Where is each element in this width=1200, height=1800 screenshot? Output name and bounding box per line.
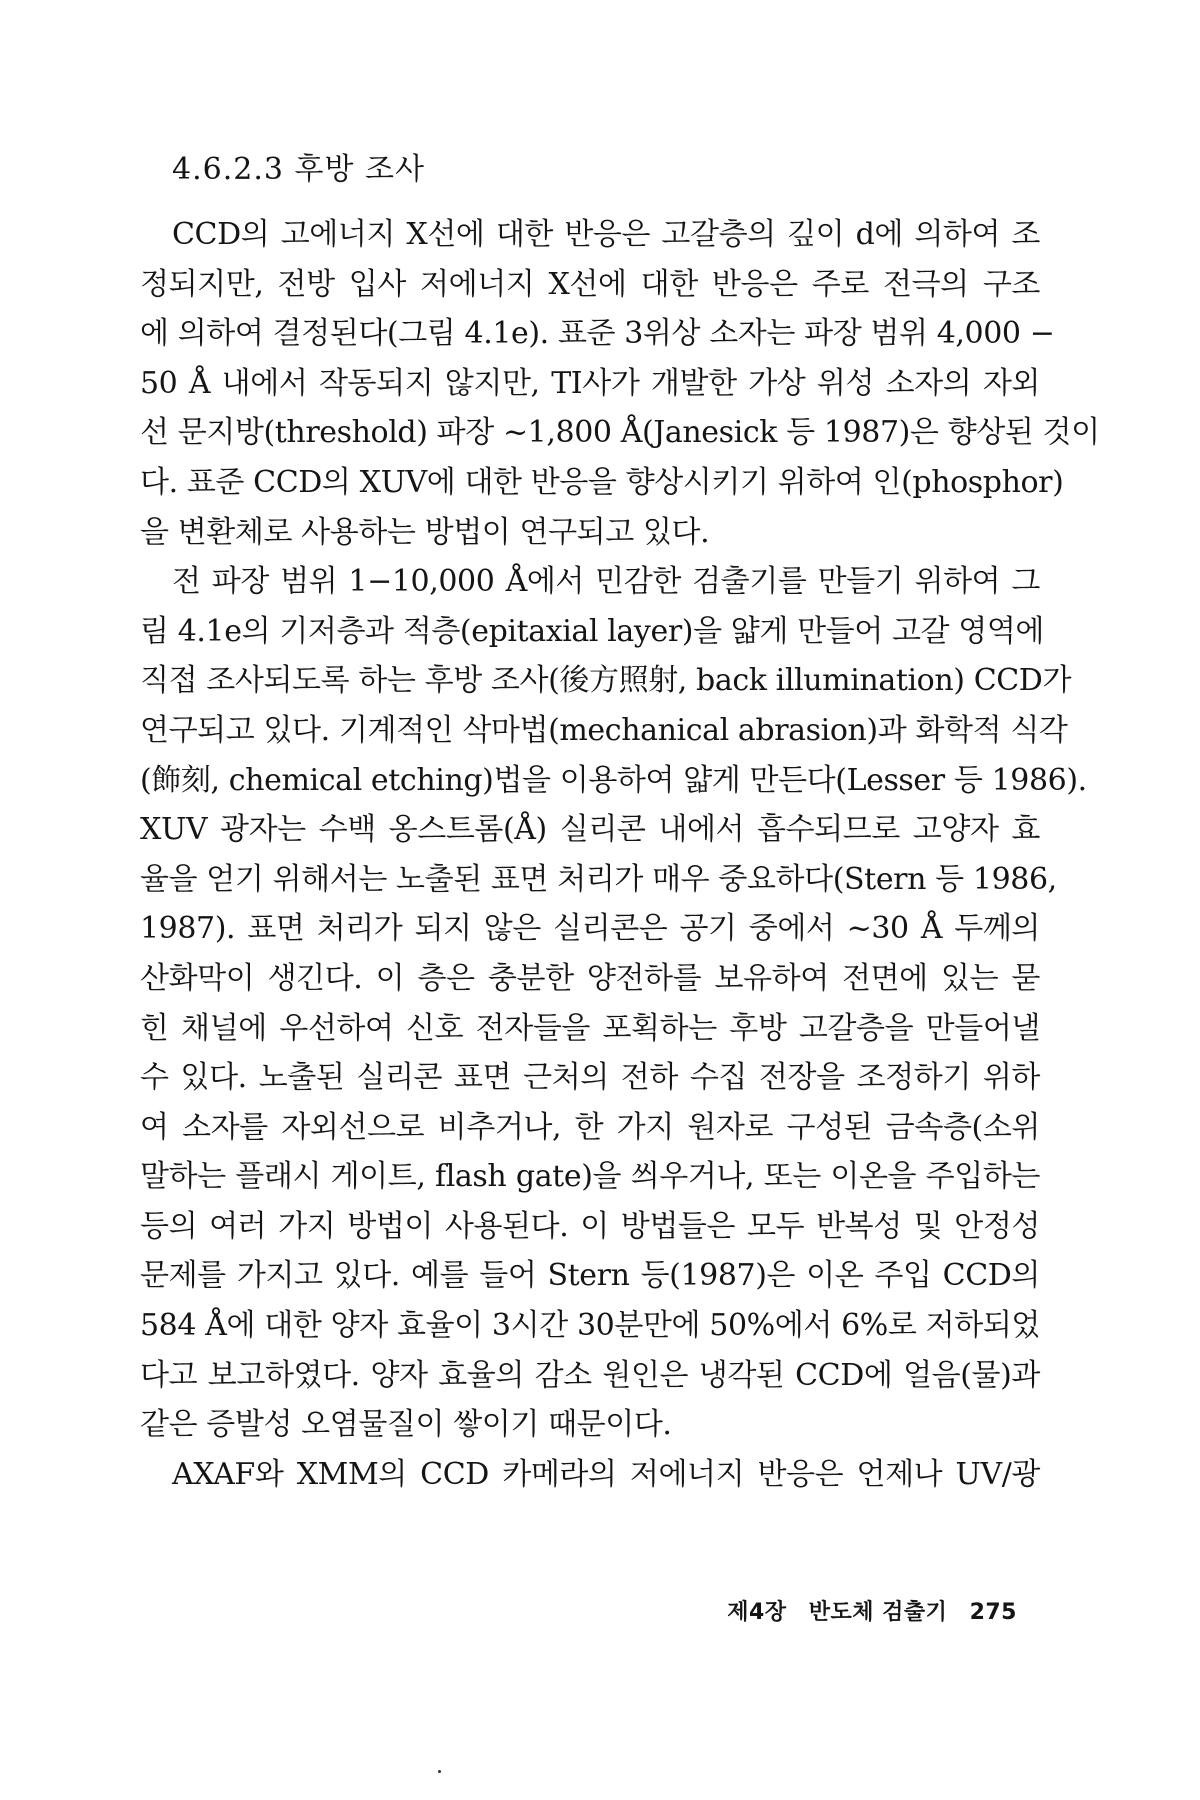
text-line: 전 파장 범위 1−10,000 Å에서 민감한 검출기를 만들기 위하여 그 [172,564,1040,600]
text-line: 다. 표준 CCD의 XUV에 대한 반응을 향상시키기 위하여 인(phosphor) [140,464,1064,500]
paragraph [140,210,1100,557]
body-text [140,210,1100,1499]
text-line: 등의 여러 가지 방법이 사용된다. 이 방법들은 모두 반복성 및 안정성 [140,1208,1040,1244]
text-line: 50 Å 내에서 작동되지 않지만, TI사가 개발한 가상 위성 소자의 자외 [140,365,1040,401]
footer-chapter: 제4장 [727,1600,787,1625]
text-line: (飾刻, chemical etching)법을 이용하여 얇게 만든다(Lesser 등 1986). [140,762,1087,798]
text-line: 을 변환체로 사용하는 방법이 연구되고 있다. [140,514,710,550]
text-line: 같은 증발성 오염물질이 쌓이기 때문이다. [140,1407,672,1443]
footer-title: 반도체 검출기 [808,1600,948,1625]
text-line: 선 문지방(threshold) 파장 ~1,800 Å(Janesick 등 1987)은 향상된 것이 [140,415,1100,451]
text-line: XUV 광자는 수백 옹스트롬(Å) 실리콘 내에서 흡수되므로 고양자 효 [140,812,1040,848]
text-line: 1987). 표면 처리가 되지 않은 실리콘은 공기 중에서 ~30 Å 두께의 [140,911,1040,947]
page-number: 275 [969,1600,1017,1625]
text-line: 다고 보고하였다. 양자 효율의 감소 원인은 냉각된 CCD에 얼음(물)과 [140,1357,1040,1393]
text-line: 에 의하여 결정된다(그림 4.1e). 표준 3위상 소자는 파장 범위 4,000 − [140,316,1055,352]
text-line: 정되지만, 전방 입사 저에너지 X선에 대한 반응은 주로 전극의 구조 [140,266,1040,302]
text-line: 율을 얻기 위해서는 노출된 표면 처리가 매우 중요하다(Stern 등 1986, [140,861,1057,897]
text-line: 말하는 플래시 게이트, flash gate)을 씌우거나, 또는 이온을 주입하는 [140,1159,1040,1195]
text-line: 직접 조사되도록 하는 후방 조사(後方照射, back illumination) CCD가 [140,663,1072,699]
text-line: 림 4.1e의 기저층과 적층(epitaxial layer)을 얇게 만들어 고갈 영역에 [140,613,1044,649]
text-line: 문제를 가지고 있다. 예를 들어 Stern 등(1987)은 이온 주입 CCD의 [140,1258,1040,1294]
section-heading: 4.6.2.3 후방 조사 [172,152,425,187]
text-line: 연구되고 있다. 기계적인 삭마법(mechanical abrasion)과 화학적 식각 [140,712,1068,748]
text-line: 584 Å에 대한 양자 효율이 3시간 30분만에 50%에서 6%로 저하되었 [140,1308,1040,1344]
text-line: 수 있다. 노출된 실리콘 표면 근처의 전하 수집 전장을 조정하기 위하 [140,1060,1040,1096]
text-line: 산화막이 생긴다. 이 층은 충분한 양전하를 보유하여 전면에 있는 묻 [140,960,1040,996]
text-line: 여 소자를 자외선으로 비추거나, 한 가지 원자로 구성된 금속층(소위 [140,1109,1040,1145]
running-footer [727,1598,1017,1628]
paragraph [140,557,1087,1450]
paragraph [140,1450,1040,1500]
text-line: 힌 채널에 우선하여 신호 전자들을 포획하는 후방 고갈층을 만들어낼 [140,1010,1040,1046]
text-line: AXAF와 XMM의 CCD 카메라의 저에너지 반응은 언제나 UV/광 [172,1456,1040,1492]
scan-speck [438,1770,441,1773]
text-line: CCD의 고에너지 X선에 대한 반응은 고갈층의 깊이 d에 의하여 조 [172,217,1040,252]
